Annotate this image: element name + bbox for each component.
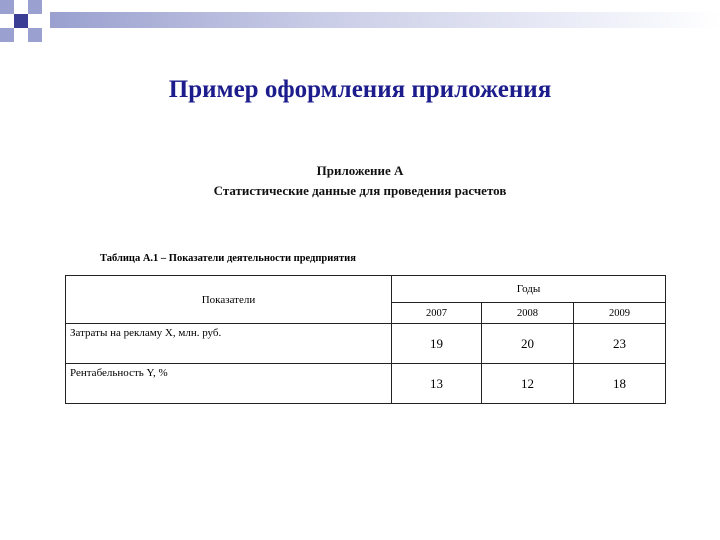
cell-value: 13 (392, 364, 482, 404)
cell-value: 12 (482, 364, 574, 404)
table-row (66, 364, 666, 404)
year-header-2008: 2008 (482, 303, 574, 324)
deco-square (0, 28, 14, 42)
deco-square (14, 0, 28, 14)
table-row (66, 324, 666, 364)
table-header-row (66, 276, 666, 303)
appendix-subtitle: Статистические данные для проведения расчетов (213, 183, 507, 198)
table-caption: Таблица А.1 – Показатели деятельности предприятия (100, 253, 356, 264)
header-decoration (0, 0, 720, 48)
deco-square (0, 14, 14, 28)
row-label-ad-costs: Затраты на рекламу X, млн. руб. (66, 324, 392, 364)
year-header-2009: 2009 (574, 303, 666, 324)
appendix-label: Приложение А (316, 163, 404, 178)
indicator-header: Показатели (66, 276, 392, 324)
year-header-2007: 2007 (392, 303, 482, 324)
header-gradient-bar (50, 12, 720, 28)
deco-square (28, 0, 42, 14)
deco-square (14, 14, 28, 28)
deco-square (28, 14, 42, 28)
deco-square (14, 28, 28, 42)
cell-value: 23 (574, 324, 666, 364)
deco-square (28, 28, 42, 42)
indicators-table (65, 275, 666, 404)
deco-square (0, 0, 14, 14)
row-label-profitability: Рентабельность Y, % (66, 364, 392, 404)
cell-value: 20 (482, 324, 574, 364)
years-header: Годы (392, 276, 666, 303)
cell-value: 19 (392, 324, 482, 364)
slide-title: Пример оформления приложения (168, 76, 552, 103)
cell-value: 18 (574, 364, 666, 404)
